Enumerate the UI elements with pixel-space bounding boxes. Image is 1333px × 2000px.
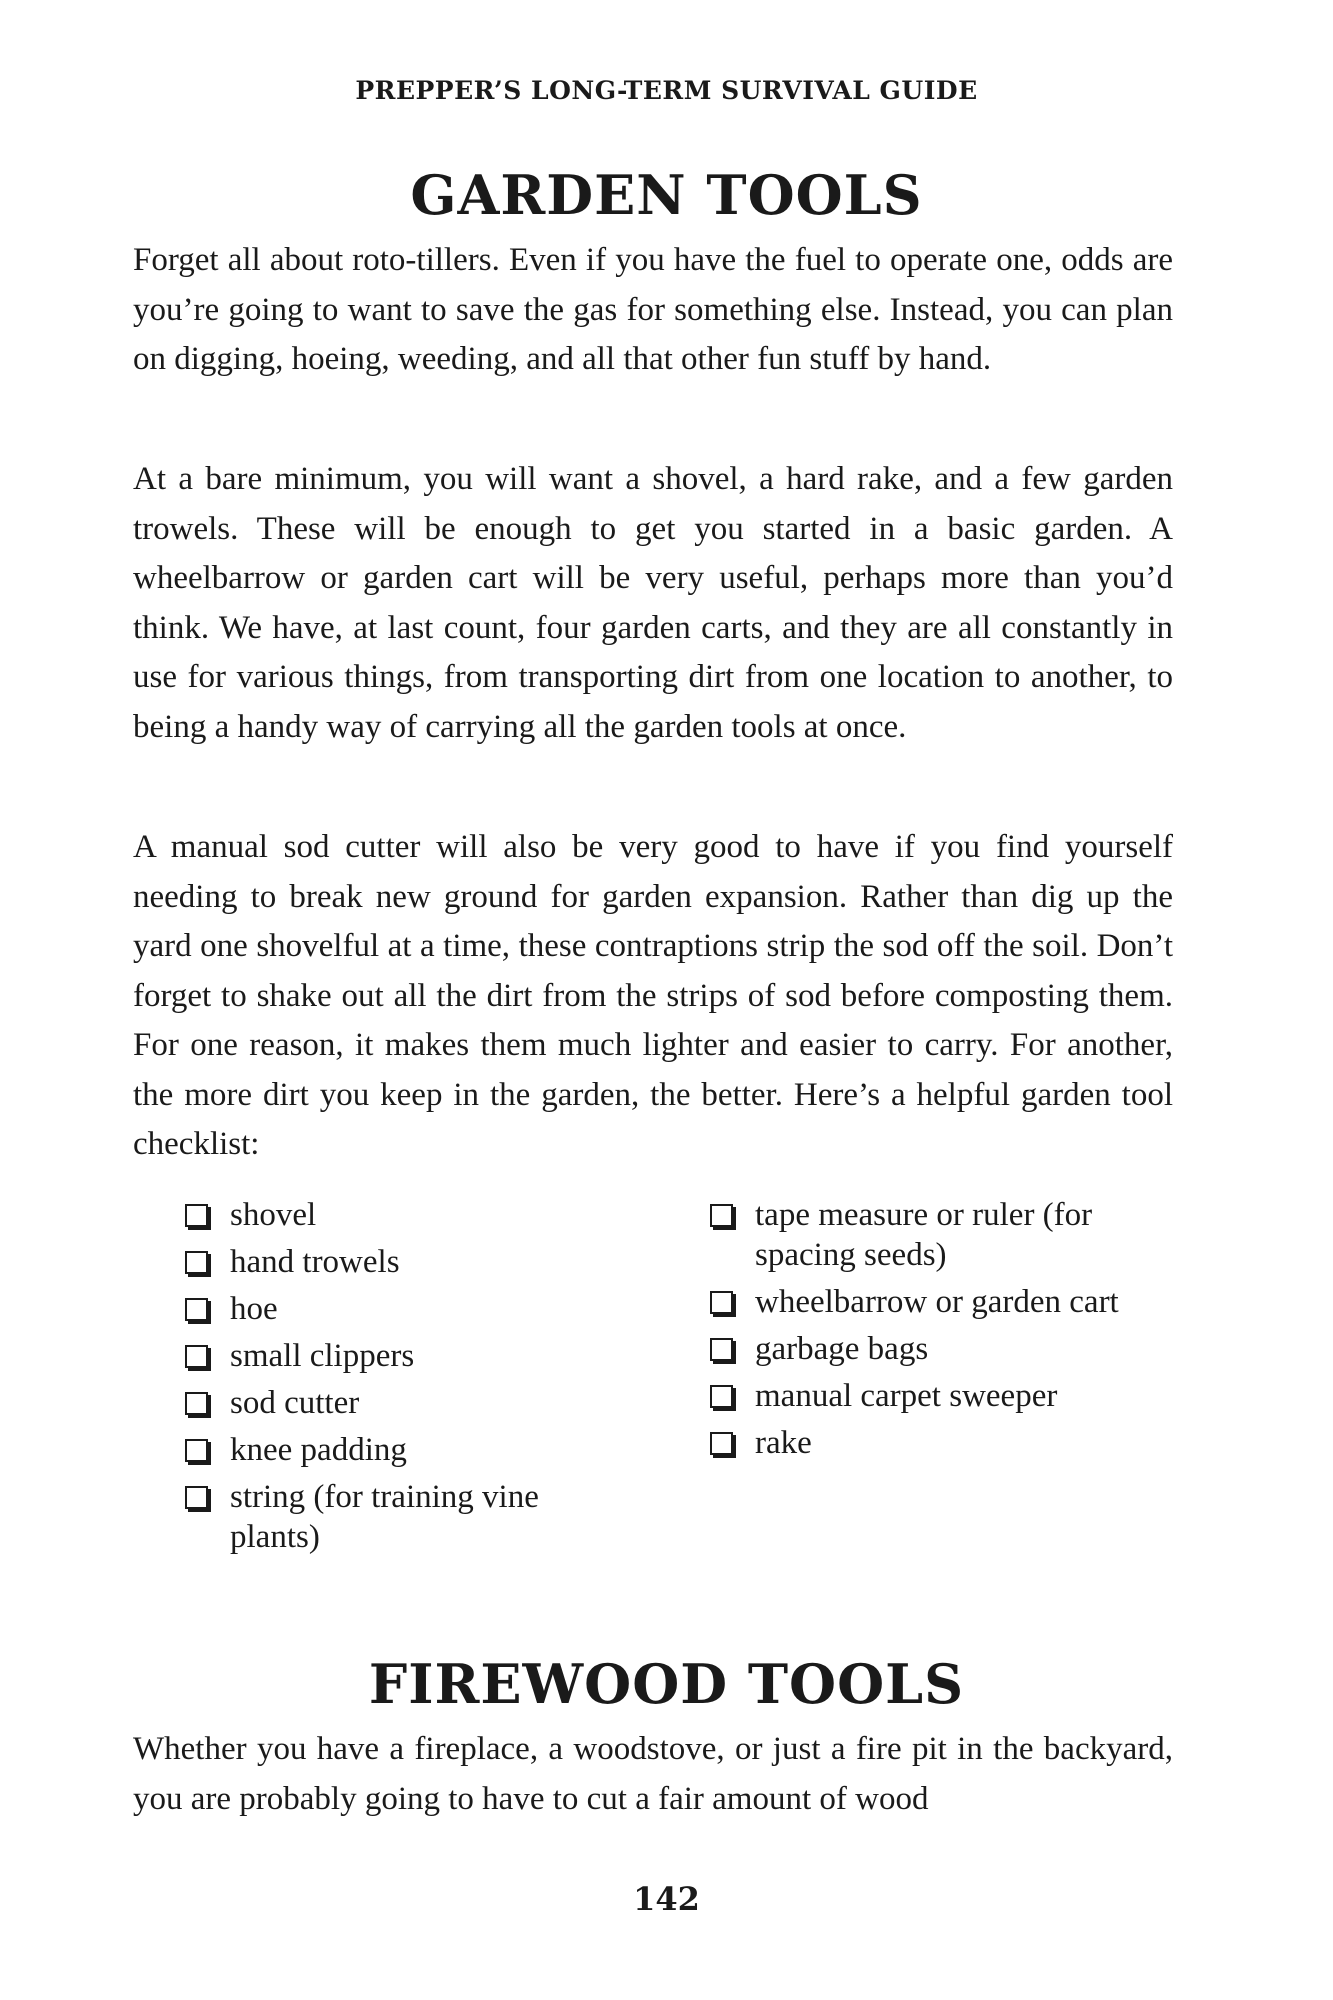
checkbox-icon <box>710 1385 733 1408</box>
paragraph: At a bare minimum, you will want a shovel, a hard rake, and a few garden trowels. These will be enough to get you started in a basic garden. A wheelbarrow or garden cart will be very useful, perhaps more than you’d think. We have, at last count, four garden carts, and they are all constantly in use for various things, from transporting dirt from one location to another, to being a handy way of carrying all the garden tools at once. <box>133 461 1173 745</box>
checkbox-icon <box>185 1251 208 1274</box>
checklist-item <box>185 1477 605 1557</box>
garden-tool-checklist-left <box>185 1195 605 1564</box>
running-header: PREPPER’S LONG-TERM SURVIVAL GUIDE <box>355 76 978 105</box>
checkbox-icon <box>710 1338 733 1361</box>
checklist-item-label: knee padding <box>230 1432 407 1468</box>
checklist-item-label: hand trowels <box>230 1244 400 1280</box>
checklist-item <box>185 1242 605 1282</box>
checkbox-icon <box>185 1345 208 1368</box>
checklist-item <box>185 1195 605 1235</box>
checklist-item-label: string (for training vine plants) <box>230 1479 539 1555</box>
checkbox-icon <box>185 1486 208 1509</box>
checkbox-icon <box>185 1204 208 1227</box>
checkbox-icon <box>185 1392 208 1415</box>
checklist-item <box>710 1329 1150 1369</box>
checklist-item <box>710 1195 1150 1275</box>
checkbox-icon <box>710 1432 733 1455</box>
checklist-item-label: rake <box>755 1425 812 1461</box>
checklist-item <box>710 1282 1150 1322</box>
checklist-item <box>185 1430 605 1470</box>
checklist-item <box>710 1376 1150 1416</box>
checklist-item <box>185 1383 605 1423</box>
checkbox-icon <box>185 1298 208 1321</box>
garden-tool-checklist-right <box>710 1195 1150 1470</box>
section-title-firewood-tools: FIREWOOD TOOLS <box>368 1652 965 1716</box>
checklist-item-label: garbage bags <box>755 1331 929 1367</box>
paragraph: A manual sod cutter will also be very good to have if you find yourself needing to break new ground for garden expansion. Rather than dig up the yard one shovelful at a time, these contraptions strip the sod off the soil. Don’t forget to shake out all the dirt from the strips of sod before composting them. For one reason, it makes them much lighter and easier to carry. For another, the more dirt you keep in the garden, the better. Here’s a helpful garden tool checklist: <box>133 829 1173 1162</box>
checklist-item-label: shovel <box>230 1197 317 1233</box>
checklist-item-label: hoe <box>230 1291 278 1327</box>
checklist-item-label: small clippers <box>230 1338 415 1374</box>
checklist-item-label: tape measure or ruler (for spacing seeds) <box>755 1197 1093 1273</box>
checkbox-icon <box>185 1439 208 1462</box>
checklist-item <box>185 1336 605 1376</box>
checklist-item <box>710 1423 1150 1463</box>
checkbox-icon <box>710 1291 733 1314</box>
paragraph: Forget all about roto-tillers. Even if you have the fuel to operate one, odds are you’re going to want to save the gas for something else. Instead, you can plan on digging, hoeing, weeding, and all that other fun stuff by hand. <box>133 242 1173 377</box>
checklist-item-label: manual carpet sweeper <box>755 1378 1058 1414</box>
section-title-garden-tools: GARDEN TOOLS <box>410 163 923 227</box>
checklist-item <box>185 1289 605 1329</box>
paragraph: Whether you have a fireplace, a woodstove, or just a fire pit in the backyard, you are probably going to have to cut a fair amount of wood <box>133 1731 1173 1817</box>
checklist-item-label: wheelbarrow or garden cart <box>755 1284 1119 1320</box>
checkbox-icon <box>710 1204 733 1227</box>
checklist-item-label: sod cutter <box>230 1385 360 1421</box>
page-number: 142 <box>633 1880 700 1918</box>
